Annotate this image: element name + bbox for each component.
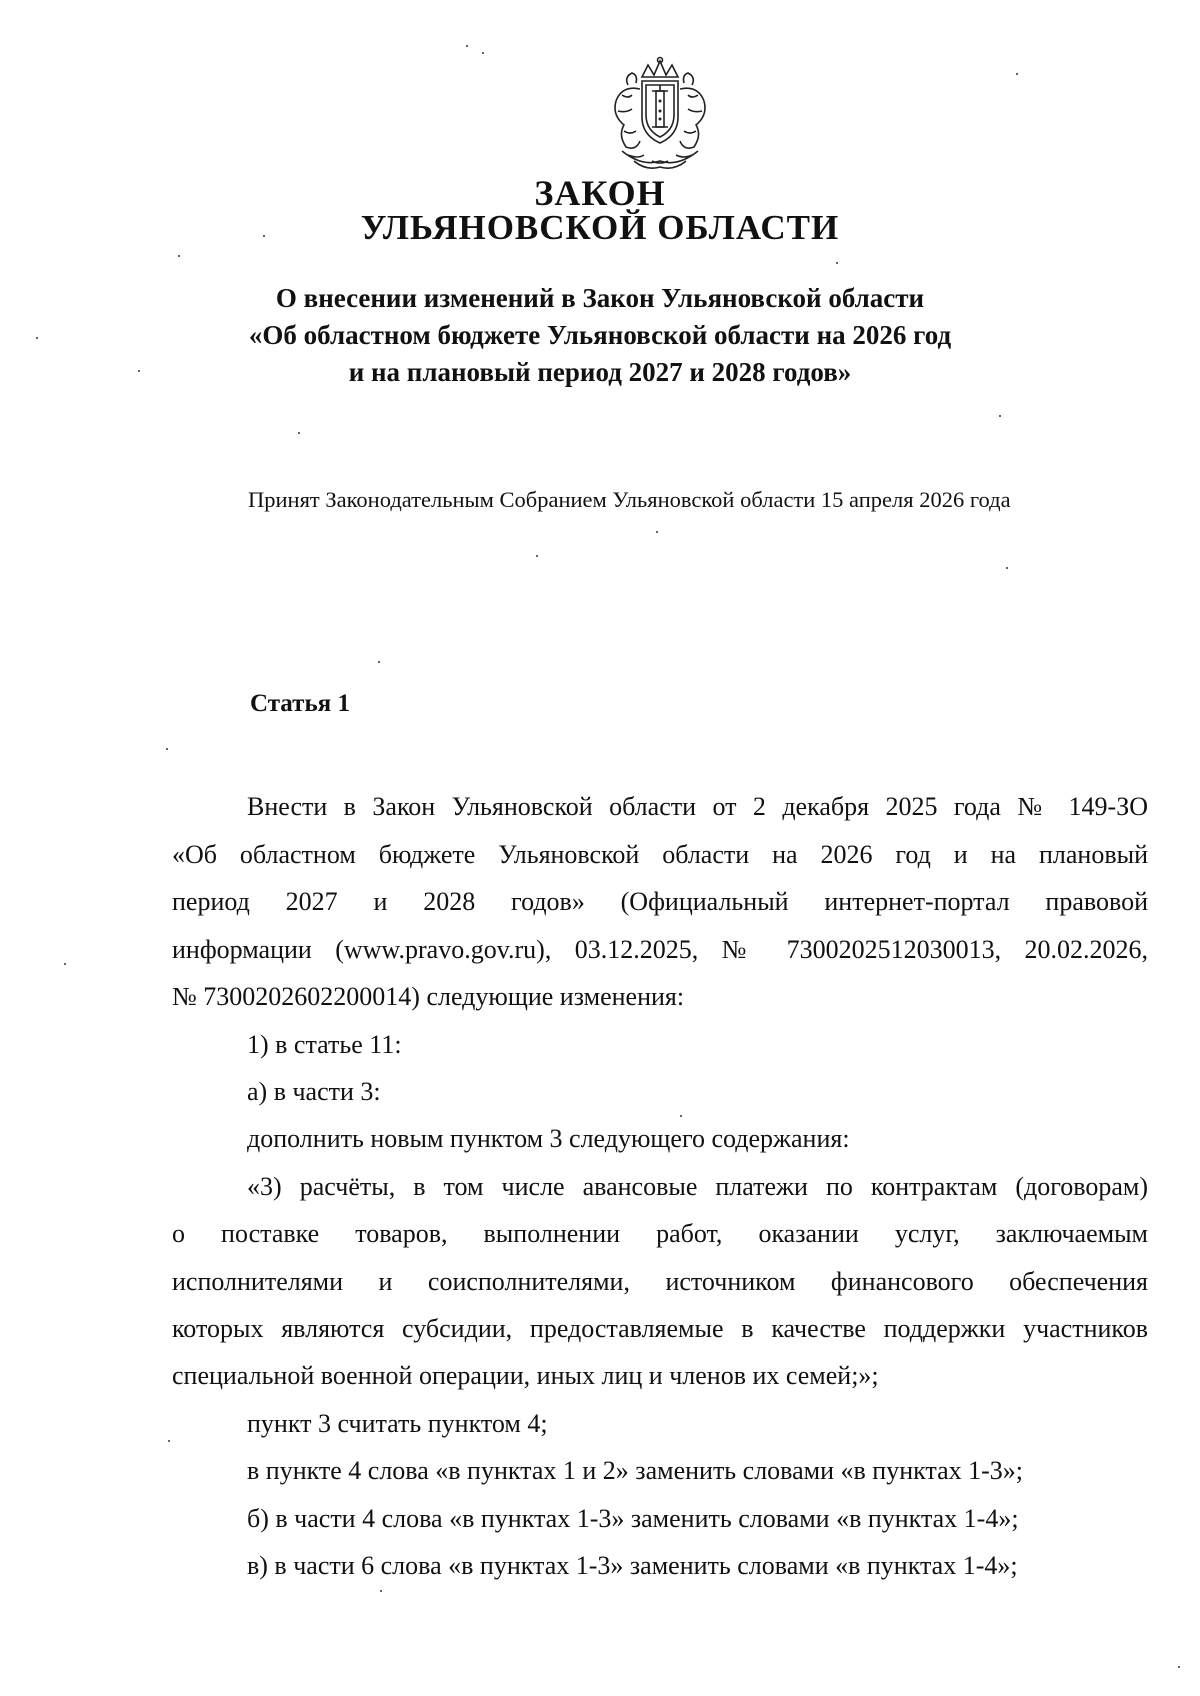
intro-line-3: период 2027 и 2028 годов» (Официальный интернет-портал правовой <box>172 887 1148 916</box>
subject-line-1: О внесении изменений в Закон Ульяновской области <box>275 283 925 313</box>
intro-line-2: «Об областном бюджете Ульяновской области на 2026 год и на плановый <box>172 840 1148 869</box>
quote-line-1: «3) расчёты, в том числе авансовые платежи по контрактам (договорам) <box>247 1172 1148 1201</box>
scan-speck <box>680 1115 682 1117</box>
article-heading: Статья 1 <box>250 690 350 717</box>
scan-speck <box>36 337 38 339</box>
scan-speck <box>999 415 1001 417</box>
scan-speck <box>836 262 838 264</box>
quote-line-2: о поставке товаров, выполнении работ, оказании услуг, заключаемым <box>172 1219 1148 1248</box>
scan-speck <box>178 255 180 257</box>
quote-line-4: которых являются субсидии, предоставляемые в качестве поддержки участников <box>172 1314 1148 1343</box>
subject-line-3: и на плановый период 2027 и 2028 годов» <box>348 357 852 387</box>
scan-speck <box>138 370 140 372</box>
scan-speck <box>168 1440 170 1442</box>
quote-line-5: специальной военной операции, иных лиц и членов их семей;»; <box>172 1361 879 1390</box>
replace-line: в пункте 4 слова «в пунктах 1 и 2» заменить словами «в пунктах 1-3»; <box>247 1456 1024 1485</box>
intro-line-4: информации (www.pravo.gov.ru), 03.12.2025, № 7300202512030013, 20.02.2026, <box>172 935 1148 964</box>
intro-line-1: Внести в Закон Ульяновской области от 2 декабря 2025 года № 149-ЗО <box>247 792 1148 821</box>
scan-speck <box>298 432 300 434</box>
item-v: в) в части 6 слова «в пунктах 1-3» заменить словами «в пунктах 1-4»; <box>247 1551 1018 1580</box>
scan-speck <box>466 45 468 47</box>
adoption-note: Принят Законодательным Собранием Ульяновской области 15 апреля 2026 года <box>248 487 1011 512</box>
coat-of-arms-icon <box>598 55 722 175</box>
scan-speck <box>656 531 658 533</box>
scan-speck <box>166 748 168 750</box>
item-1: 1) в статье 11: <box>247 1030 402 1059</box>
region-title: УЛЬЯНОВСКОЙ ОБЛАСТИ <box>360 208 840 247</box>
renumber-line: пункт 3 считать пунктом 4; <box>247 1409 548 1438</box>
intro-line-5: № 7300202602200014) следующие изменения: <box>172 982 685 1011</box>
scan-speck <box>482 52 484 54</box>
item-b: б) в части 4 слова «в пунктах 1-3» заменить словами «в пунктах 1-4»; <box>247 1504 1019 1533</box>
scan-speck <box>536 555 538 557</box>
scan-speck <box>1016 73 1018 75</box>
scan-speck <box>380 1590 382 1592</box>
add-point: дополнить новым пунктом 3 следующего содержания: <box>247 1124 850 1153</box>
subject-line-2: «Об областном бюджете Ульяновской области на 2026 год <box>248 320 952 350</box>
scan-speck <box>64 963 66 965</box>
item-1a: а) в части 3: <box>247 1077 381 1106</box>
scan-speck <box>1178 1666 1180 1668</box>
scan-speck <box>263 235 265 237</box>
law-title: ЗАКОН <box>534 173 666 213</box>
quote-line-3: исполнителями и соисполнителями, источником финансового обеспечения <box>172 1267 1148 1296</box>
scan-speck <box>378 661 380 663</box>
scan-speck <box>1006 567 1008 569</box>
